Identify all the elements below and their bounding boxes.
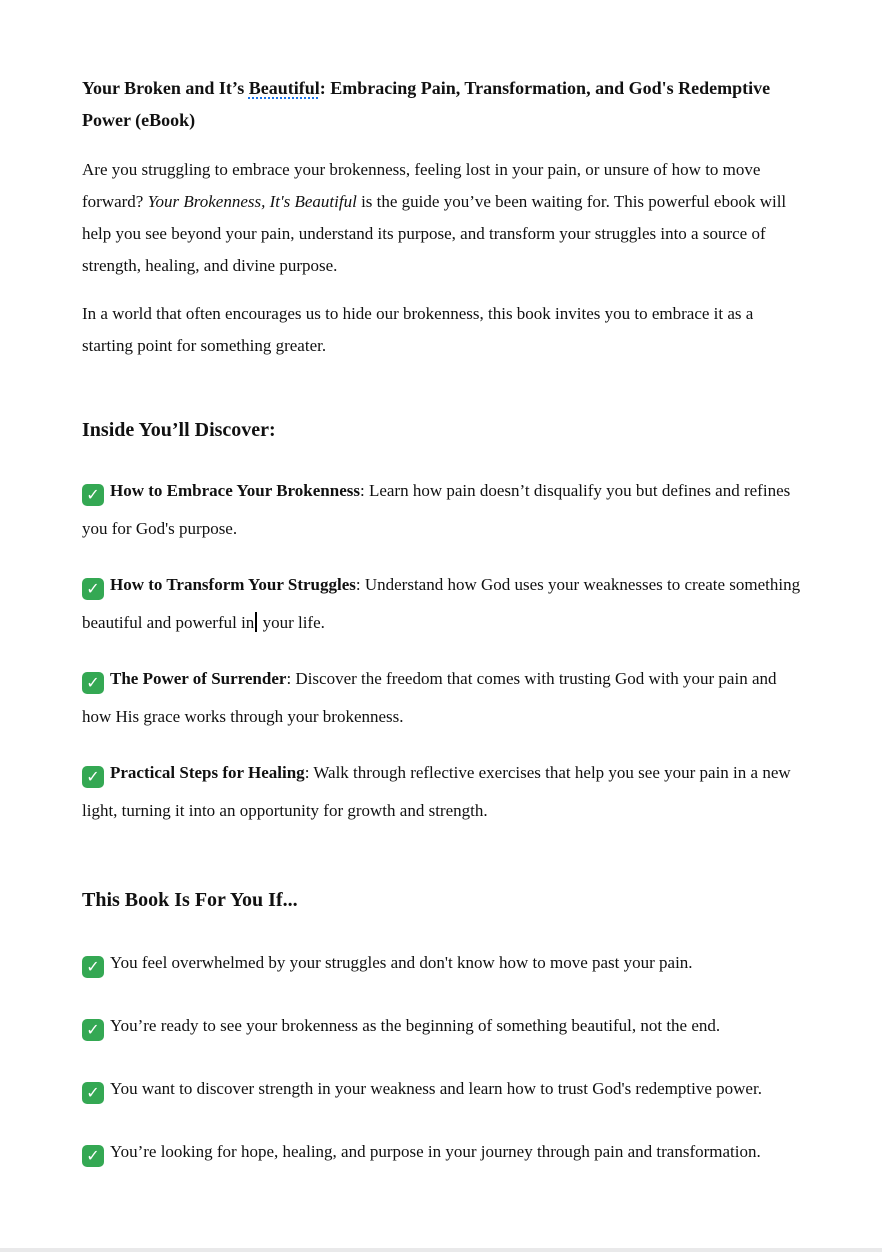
feature-item[interactable] — [82, 660, 804, 736]
check-mark-icon: ✓ — [82, 1082, 104, 1104]
check-mark-icon: ✓ — [82, 766, 104, 788]
feature-description: : Learn how pain doesn’t disqualify you but defines and refines you for God's purpose. — [82, 481, 791, 538]
spellcheck-flagged-word[interactable]: Beautiful — [248, 78, 320, 98]
audience-item[interactable] — [82, 1137, 804, 1167]
section-heading-discover[interactable]: Inside You’ll Discover: — [82, 419, 276, 441]
check-mark-icon: ✓ — [82, 484, 104, 506]
check-mark-icon: ✓ — [82, 1145, 104, 1167]
intro-paragraph[interactable] — [82, 154, 804, 282]
check-mark-icon: ✓ — [82, 578, 104, 600]
document-body[interactable] — [82, 72, 804, 1167]
book-title-italic: Your Brokenness, It's Beautiful — [147, 192, 357, 211]
intro-text: Are you struggling to embrace your brokenness, feeling lost in your pain, or unsure of how to move forward? — [82, 160, 761, 211]
feature-description: : Discover the freedom that comes with trusting God with your pain and how His grace works through your brokenness. — [82, 669, 777, 726]
audience-item[interactable] — [82, 1011, 804, 1041]
page-edge — [0, 1248, 882, 1252]
text-cursor — [255, 612, 257, 632]
audience-text: You’re looking for hope, healing, and purpose in your journey through pain and transformation. — [110, 1142, 761, 1161]
audience-item[interactable] — [82, 1074, 804, 1104]
audience-text: You want to discover strength in your weakness and learn how to trust God's redemptive power. — [110, 1079, 762, 1098]
intro-text-continued: is the guide you’ve been waiting for. This powerful ebook will help you see beyond your pain, understand its purpose, and transform your struggles into a source of strength, healing, and divine purpose. — [82, 192, 787, 275]
section-heading-audience[interactable]: This Book Is For You If... — [82, 889, 298, 911]
feature-item[interactable] — [82, 566, 804, 642]
feature-title: How to Transform Your Struggles — [110, 575, 356, 594]
feature-title: The Power of Surrender — [110, 669, 287, 688]
check-mark-icon: ✓ — [82, 1019, 104, 1041]
feature-description-end: your life. — [258, 613, 325, 632]
title-text-end: : Embracing Pain, Transformation, and God's Redemptive Power (eBook) — [82, 78, 771, 130]
check-mark-icon: ✓ — [82, 956, 104, 978]
title-text-start: Your Broken and It’s — [82, 78, 249, 98]
feature-item[interactable] — [82, 754, 804, 830]
feature-item[interactable] — [82, 472, 804, 548]
feature-description: : Understand how God uses your weaknesses to create something beautiful and powerful in — [82, 575, 801, 632]
feature-title: How to Embrace Your Brokenness — [110, 481, 360, 500]
feature-description: : Walk through reflective exercises that help you see your pain in a new light, turning it into an opportunity for growth and strength. — [82, 763, 791, 820]
audience-item[interactable] — [82, 948, 804, 978]
audience-text: You feel overwhelmed by your struggles and don't know how to move past your pain. — [110, 953, 693, 972]
feature-title: Practical Steps for Healing — [110, 763, 305, 782]
check-mark-icon: ✓ — [82, 672, 104, 694]
context-paragraph[interactable]: In a world that often encourages us to hide our brokenness, this book invites you to embrace it as a starting point for something greater. — [82, 304, 754, 355]
audience-text: You’re ready to see your brokenness as the beginning of something beautiful, not the end. — [110, 1016, 721, 1035]
document-title[interactable] — [82, 72, 804, 136]
